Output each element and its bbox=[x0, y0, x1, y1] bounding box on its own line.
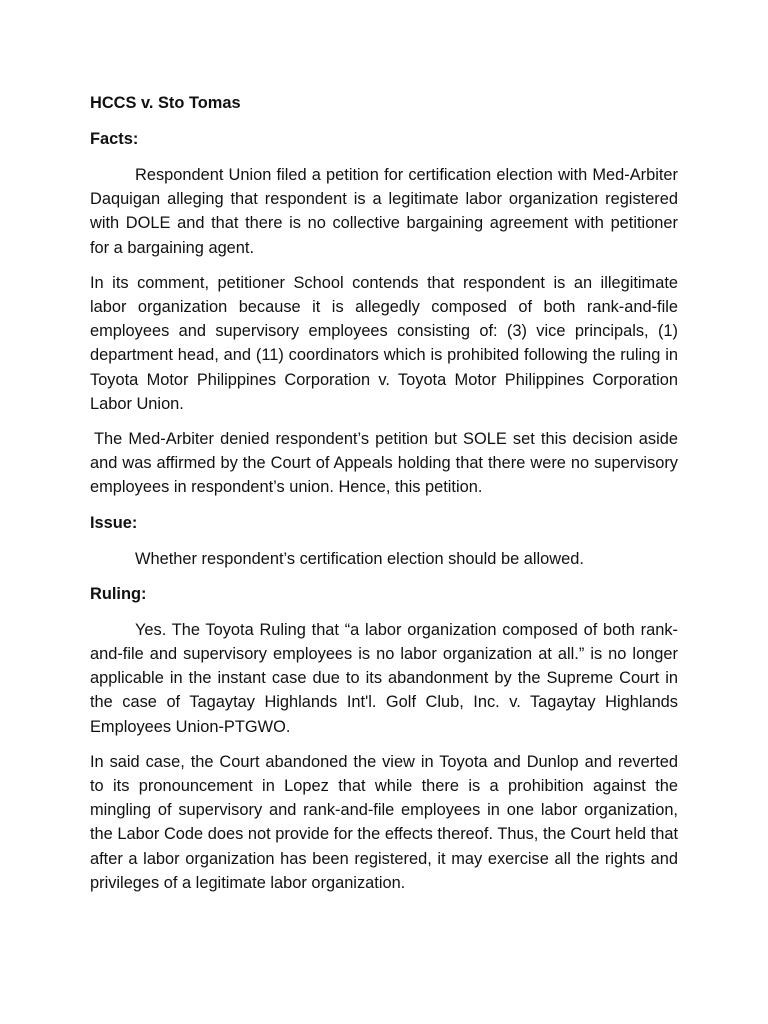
issue-heading: Issue: bbox=[90, 513, 138, 532]
facts-heading: Facts: bbox=[90, 130, 139, 148]
facts-paragraph-2: In its comment, petitioner School contends that respondent is an illegitimate labor organization because it is allegedly composed of both rank-and-file employees and supervisory employees consisting of: (3) vice principals, (1) department head, and (11) coordinators which is prohibited following the ruling in Toyota Motor Philippines Corporation v. Toyota Motor Philippines Corporation Labor Union. bbox=[90, 273, 678, 413]
ruling-paragraph-2: In said case, the Court abandoned the view in Toyota and Dunlop and reverted to its pronouncement in Lopez that while there is a prohibition against the mingling of supervisory and rank-and-file employees in one labor organization, the Labor Code does not provide for the effects thereof. Thus, the Court held that after a labor organization has been registered, it may exercise all the rights and privileges of a legitimate labor organization. bbox=[90, 752, 678, 892]
ruling-heading: Ruling: bbox=[90, 584, 147, 603]
facts-paragraph-3: The Med-Arbiter denied respondent’s petition but SOLE set this decision aside and was affirmed by the Court of Appeals holding that there were no supervisory employees in respondent’s union. Hence, this petition. bbox=[90, 430, 678, 497]
facts-paragraph-1: Respondent Union filed a petition for certification election with Med-Arbiter Daquigan alleging that respondent is a legitimate labor organization registered with DOLE and that there is no collective bargaining agreement with petitioner for a bargaining agent. bbox=[90, 166, 678, 257]
issue-text: Whether respondent’s certification election should be allowed. bbox=[135, 549, 584, 568]
document-title: HCCS v. Sto Tomas bbox=[90, 94, 241, 112]
ruling-paragraph-1: Yes. The Toyota Ruling that “a labor organization composed of both rank-and-file and supervisory employees is no labor organization at all.” is no longer applicable in the instant case due to its abandonment by the Supreme Court in the case of Tagaytay Highlands Int'l. Golf Club, Inc. v. Tagaytay Highlands Employees Union-PTGWO. bbox=[90, 620, 678, 736]
